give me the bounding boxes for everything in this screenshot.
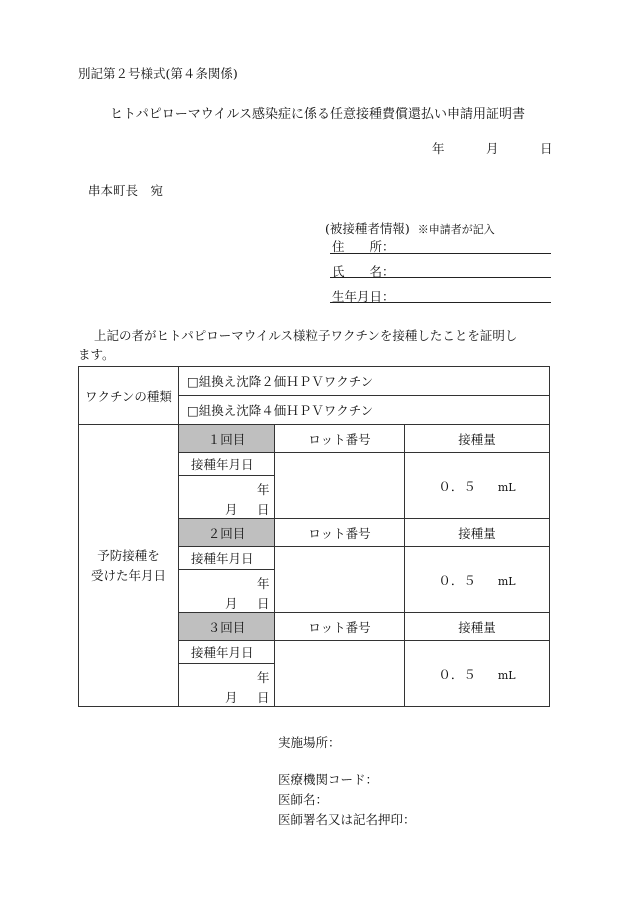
round-2-lot-field[interactable] — [275, 547, 405, 613]
round-3-dose-value — [405, 641, 550, 707]
vaccine-option-4valent[interactable]: □組換え沈降４価ＨＰＶワクチン — [179, 396, 550, 425]
round-1-dose-number: ０．５ — [438, 478, 476, 494]
round-1-dose-unit: mL — [497, 480, 516, 494]
round-3-dose-header: 接種量 — [405, 613, 550, 641]
birth-field[interactable] — [330, 302, 551, 303]
name-field[interactable] — [330, 277, 551, 278]
place-label: 実施場所： — [278, 735, 341, 750]
statement-line-2: ます。 — [78, 347, 115, 362]
round-1-dose-value — [405, 453, 550, 519]
date-header-day: 日 — [540, 141, 553, 156]
round-2-date-field[interactable] — [179, 570, 275, 613]
form-id: 別記第２号様式(第４条関係) — [78, 66, 238, 81]
doctor-name-label: 医師名： — [278, 792, 329, 807]
round-3-year-char: 年 — [257, 670, 270, 685]
round-1-date-label: 接種年月日 — [179, 453, 275, 476]
round-3-lot-header: ロット番号 — [275, 613, 405, 641]
birth-label: 生年月日： — [332, 289, 395, 304]
round-1-dose-header: 接種量 — [405, 425, 550, 453]
addressee: 串本町長 宛 — [88, 183, 164, 198]
round-2-dose-number: ０．５ — [438, 572, 476, 588]
address-label: 住 所： — [332, 239, 395, 254]
round-1-month-char: 月 — [225, 502, 238, 517]
address-field[interactable] — [330, 253, 551, 254]
certificate-table — [78, 366, 550, 707]
name-label: 氏 名： — [332, 264, 395, 279]
patient-info-heading — [325, 219, 495, 237]
vaccine-option-2valent[interactable]: □組換え沈降２価ＨＰＶワクチン — [179, 367, 550, 396]
round-1-lot-header: ロット番号 — [275, 425, 405, 453]
date-header-month: 月 — [486, 141, 499, 156]
statement-line-1: 上記の者がヒトパピローマウイルス様粒子ワクチンを接種したことを証明し — [94, 328, 518, 343]
vaccination-date-label-line-1: 予防接種を — [97, 547, 160, 563]
round-1-lot-field[interactable] — [275, 453, 405, 519]
round-1-label: １回目 — [179, 425, 275, 453]
round-3-dose-unit: mL — [497, 668, 516, 682]
facility-code-label: 医療機関コード： — [278, 772, 379, 787]
round-2-dose-unit: mL — [497, 574, 516, 588]
date-header-year: 年 — [432, 141, 445, 156]
round-2-date-label: 接種年月日 — [179, 547, 275, 570]
round-3-date-field[interactable] — [179, 664, 275, 707]
round-2-month-char: 月 — [225, 596, 238, 611]
round-1-day-char: 日 — [257, 502, 270, 517]
round-1-date-field[interactable] — [179, 476, 275, 519]
round-2-lot-header: ロット番号 — [275, 519, 405, 547]
round-2-label: ２回目 — [179, 519, 275, 547]
round-3-lot-field[interactable] — [275, 641, 405, 707]
patient-info-heading-text: (被接種者情報) — [325, 221, 410, 236]
vaccination-date-label-line-2: 受けた年月日 — [90, 567, 166, 583]
vaccine-type-label: ワクチンの種類 — [79, 367, 179, 425]
doctor-signature-label: 医師署名又は記名押印： — [278, 812, 416, 827]
round-2-dose-header: 接種量 — [405, 519, 550, 547]
round-3-dose-number: ０．５ — [438, 666, 476, 682]
round-1-year-char: 年 — [257, 482, 270, 497]
round-2-year-char: 年 — [257, 576, 270, 591]
round-3-date-label: 接種年月日 — [179, 641, 275, 664]
vaccination-date-label — [79, 425, 179, 707]
round-3-label: ３回目 — [179, 613, 275, 641]
document-title: ヒトパピローマウイルス感染症に係る任意接種費償還払い申請用証明書 — [110, 107, 525, 122]
round-2-dose-value — [405, 547, 550, 613]
patient-info-note: ※申請者が記入 — [417, 223, 495, 236]
round-3-month-char: 月 — [225, 690, 238, 705]
round-2-day-char: 日 — [257, 596, 270, 611]
round-3-day-char: 日 — [257, 690, 270, 705]
